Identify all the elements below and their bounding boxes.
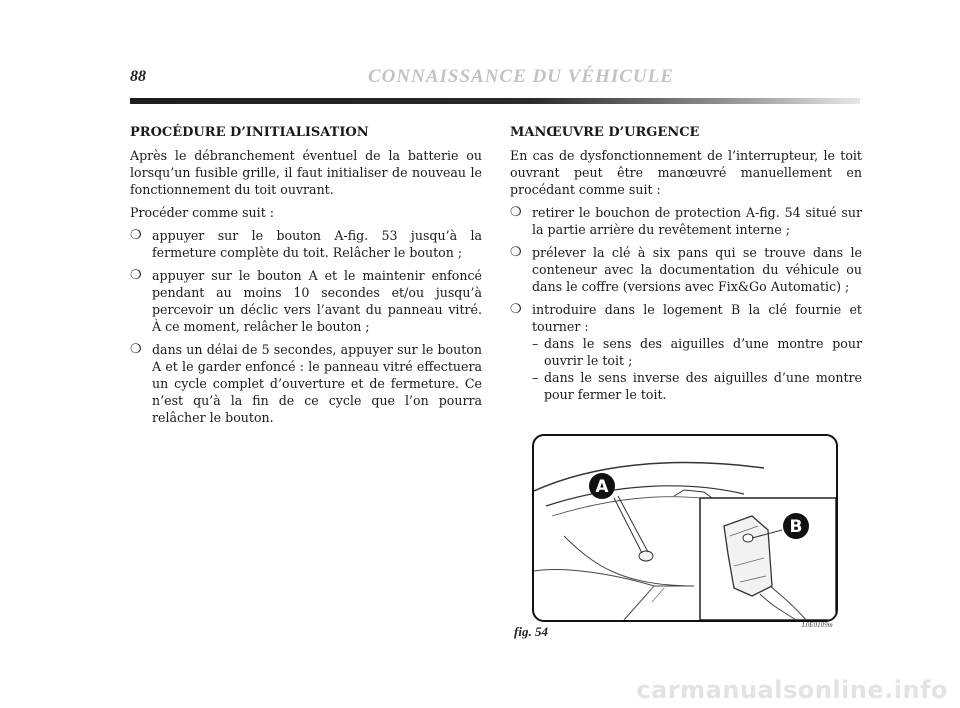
figure-54-illustration [532, 434, 838, 622]
list-item [510, 204, 862, 238]
page-number: 88 [130, 68, 146, 85]
sub-list-item [532, 369, 862, 403]
list-item [510, 301, 862, 403]
step-text: prélever la clé à six pans qui se trouve dans le conteneur avec la documentation du véhicule ou dans le coffre (versions avec Fix&Go Automatic) ; [532, 245, 862, 294]
lead-paragraph: Procéder comme suit : [130, 205, 275, 220]
list-item [130, 341, 482, 426]
label-b-text: B [789, 517, 803, 537]
initialisation-steps [130, 227, 482, 426]
step-text: retirer le bouchon de protection A-fig. 54 situé sur la partie arrière du revêtement interne ; [532, 205, 862, 237]
step-text: appuyer sur le bouton A et le maintenir enfoncé pendant au moins 10 secondes et/ou jusqu’à percevoir un déclic vers l’avant du panneau vitré. À ce moment, relâcher le bouton ; [152, 268, 482, 334]
list-item [130, 267, 482, 335]
intro-paragraph: Après le débranchement éventuel de la batterie ou lorsqu’un fusible grille, il faut initialiser de nouveau le fonctionnement du toit ouvrant. [130, 148, 482, 197]
leader-line-a [614, 498, 642, 553]
rotation-sub-list [532, 335, 862, 403]
sub-item-text: dans le sens des aiguilles d’une montre pour ouvrir le toit ; [544, 336, 862, 368]
watermark: carmanualsonline.info [636, 676, 948, 704]
emergency-steps [510, 204, 862, 403]
figure-code: L0E0109m [802, 621, 833, 629]
label-a-text: A [595, 477, 609, 497]
header-rule [130, 98, 860, 104]
socket-b [743, 534, 753, 542]
leader-line-a-2 [618, 496, 648, 552]
bullet-icon: ❍ [130, 228, 142, 243]
step-text: appuyer sur le bouton A-fig. 53 jusqu’à la fermeture complète du toit. Relâcher le bouton ; [152, 228, 482, 260]
roof-illustration [534, 436, 836, 620]
glass-reflection-2 [652, 588, 664, 602]
section-heading-emergency: MANŒUVRE D’URGENCE [510, 125, 700, 140]
bullet-icon: ❍ [130, 342, 142, 357]
step-text: dans un délai de 5 secondes, appuyer sur le bouton A et le garder enfoncé : le panneau vitré effectuera un cycle complet d’ouverture et de fermeture. Ce n’est qu’à la fin de ce cycle que l’on pourra relâcher le bouton. [152, 342, 482, 425]
left-column [130, 124, 482, 432]
protection-plug-a [639, 551, 653, 561]
sub-list-item [532, 335, 862, 369]
section-heading-initialisation: PROCÉDURE D’INITIALISATION [130, 125, 369, 140]
bullet-icon: ❍ [510, 302, 522, 317]
sub-item-text: dans le sens inverse des aiguilles d’une montre pour fermer le toit. [544, 370, 862, 402]
lining-lower [624, 586, 694, 620]
bullet-icon: ❍ [130, 268, 142, 283]
right-column [510, 124, 862, 409]
figure-caption: fig. 54 [514, 624, 548, 639]
step-text: introduire dans le logement B la clé fournie et tourner : [532, 302, 862, 334]
dash-marker: – [532, 336, 539, 351]
list-item [130, 227, 482, 261]
bullet-icon: ❍ [510, 205, 522, 220]
bullet-icon: ❍ [510, 245, 522, 260]
intro-paragraph: En cas de dysfonctionnement de l’interrupteur, le toit ouvrant peut être manœuvré manuellement en procédant comme suit : [510, 148, 862, 197]
page-header-title: CONNAISSANCE DU VÉHICULE [368, 66, 674, 87]
dash-marker: – [532, 370, 539, 385]
glass-reflection-1 [644, 586, 654, 598]
lining-edge [534, 569, 654, 586]
list-item [510, 244, 862, 295]
roof-lining-curve [564, 536, 694, 586]
